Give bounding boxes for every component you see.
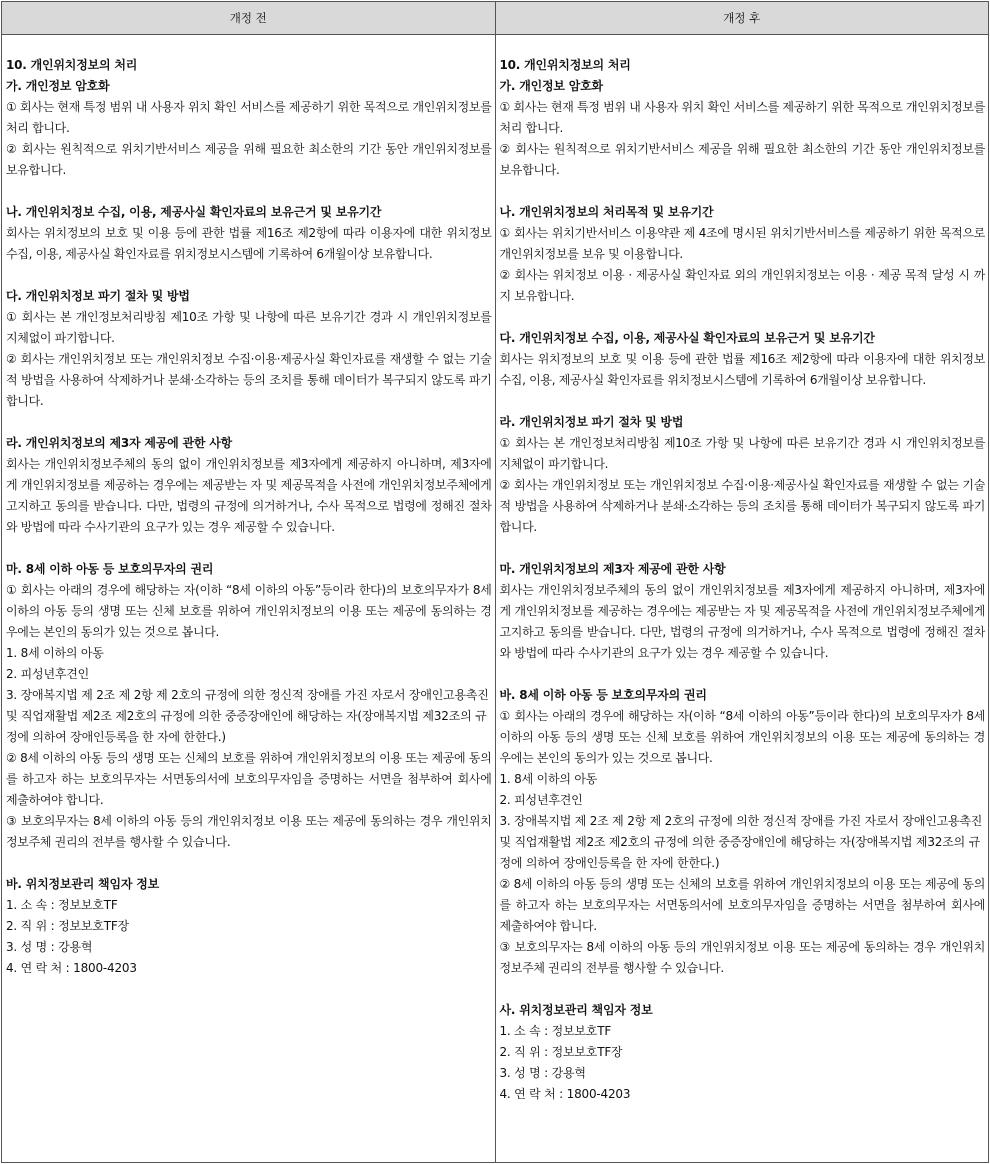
section-heading: 바. 8세 이하 아동 등 보호의무자의 권리 <box>499 688 707 702</box>
before-column-header: 개정 전 <box>2 2 496 35</box>
section-paragraph: ② 회사는 개인위치정보 또는 개인위치정보 수집·이용·제공사실 확인자료를 재생할 수 없는 기술적 방법을 사용하여 삭제하거나 분쇄·소각하는 등의 조치를 통해 데이터가 복구되지 않도록 파기합니다. <box>6 352 492 408</box>
before-column <box>2 35 496 1163</box>
section-paragraph: ① 회사는 현재 특정 범위 내 사용자 위치 확인 서비스를 제공하기 위한 목적으로 개인위치정보를 처리 합니다. <box>6 100 492 135</box>
list-item: 1. 8세 이하의 아동 <box>499 772 598 786</box>
after-column-header: 개정 후 <box>495 2 989 35</box>
section-paragraph: ① 회사는 아래의 경우에 해당하는 자(이하 “8세 이하의 아동”등이라 한다)의 보호의무자가 8세 이하의 아동 등의 생명 또는 신체 보호를 위하여 개인위치정보의 이용 또는 제공에 동의하는 경우에는 본인의 동의가 있는 것으로 봅니다. <box>6 583 492 639</box>
section <box>6 76 492 181</box>
section-heading: 사. 위치정보관리 책임자 정보 <box>499 1003 653 1017</box>
section-paragraph: ① 회사는 아래의 경우에 해당하는 자(이하 “8세 이하의 아동”등이라 한다)의 보호의무자가 8세 이하의 아동 등의 생명 또는 신체 보호를 위하여 개인위치정보의 이용 또는 제공에 동의하는 경우에는 본인의 동의가 있는 것으로 봅니다. <box>499 709 985 765</box>
section <box>500 1000 986 1105</box>
section-paragraph: 회사는 개인위치정보주체의 동의 없이 개인위치정보를 제3자에게 제공하지 아니하며, 제3자에게 개인위치정보를 제공하는 경우에는 제공받는 자 및 제공목적을 사전에 개인위치정보주체에게 고지하고 동의를 받습니다. 다만, 법령의 규정에 의거하거나, 수사 목적으로 법령에 정해진 절차와 방법에 따라 수사기관의 요구가 있는 경우 제공할 수 있습니다. <box>6 457 492 534</box>
section <box>6 202 492 265</box>
section <box>500 202 986 307</box>
list-item: 3. 장애복지법 제 2조 제 2항 제 2호의 규정에 의한 정신적 장애를 가진 자로서 장애인고용촉진 및 직업재활법 제2조 제2호의 규정에 의한 중증장애인에 해당하는 자(장애복지법 제32조의 규정에 의하여 장애인등록을 한 자에 한한다.) <box>499 814 983 870</box>
section <box>6 874 492 979</box>
list-item: 1. 소 속 : 정보보호TF <box>6 898 118 912</box>
list-item: 2. 피성년후견인 <box>6 667 90 681</box>
after-title: 10. 개인위치정보의 처리 <box>499 58 631 72</box>
section-heading: 라. 개인위치정보 파기 절차 및 방법 <box>499 415 684 429</box>
list-item: 1. 8세 이하의 아동 <box>6 646 104 660</box>
section-paragraph: ② 회사는 개인위치정보 또는 개인위치정보 수집·이용·제공사실 확인자료를 재생할 수 없는 기술적 방법을 사용하여 삭제하거나 분쇄·소각하는 등의 조치를 통해 데이터가 복구되지 않도록 파기합니다. <box>499 478 985 534</box>
before-title: 10. 개인위치정보의 처리 <box>6 58 138 72</box>
section <box>500 685 986 979</box>
list-item: 3. 성 명 : 강용혁 <box>499 1066 586 1080</box>
list-item: 3. 장애복지법 제 2조 제 2항 제 2호의 규정에 의한 정신적 장애를 가진 자로서 장애인고용촉진 및 직업재활법 제2조 제2호의 규정에 의한 중증장애인에 해당하는 자(장애복지법 제32조의 규정에 의하여 장애인등록을 한 자에 한한다.) <box>6 688 489 744</box>
section-paragraph: 회사는 위치정보의 보호 및 이용 등에 관한 법률 제16조 제2항에 따라 이용자에 대한 위치정보 수집, 이용, 제공사실 확인자료를 위치정보시스템에 기록하여 6개월이상 보유합니다. <box>499 352 985 387</box>
after-sections <box>500 76 986 1105</box>
section-paragraph: ③ 보호의무자는 8세 이하의 아동 등의 개인위치정보 이용 또는 제공에 동의하는 경우 개인위치정보주체 권리의 전부를 행사할 수 있습니다. <box>499 940 985 975</box>
list-item: 4. 연 락 처 : 1800-4203 <box>6 961 137 975</box>
section-paragraph: 회사는 개인위치정보주체의 동의 없이 개인위치정보를 제3자에게 제공하지 아니하며, 제3자에게 개인위치정보를 제공하는 경우에는 제공받는 자 및 제공목적을 사전에 개인위치정보주체에게 고지하고 동의를 받습니다. 다만, 법령의 규정에 의거하거나, 수사 목적으로 법령에 정해진 절차와 방법에 따라 수사기관의 요구가 있는 경우 제공할 수 있습니다. <box>499 583 985 660</box>
section-paragraph: ② 8세 이하의 아동 등의 생명 또는 신체의 보호를 위하여 개인위치정보의 이용 또는 제공에 동의를 하고자 하는 보호의무자는 서면동의서에 보호의무자임을 증명하는 서면을 첨부하여 회사에 제출하여야 합니다. <box>499 877 985 933</box>
section-paragraph: 회사는 위치정보의 보호 및 이용 등에 관한 법률 제16조 제2항에 따라 이용자에 대한 위치정보 수집, 이용, 제공사실 확인자료를 위치정보시스템에 기록하여 6개월이상 보유합니다. <box>6 226 492 261</box>
section <box>500 76 986 181</box>
content-row <box>2 35 989 1163</box>
section-heading: 나. 개인위치정보의 처리목적 및 보유기간 <box>499 205 714 219</box>
comparison-table <box>1 1 989 1163</box>
section-heading: 마. 개인위치정보의 제3자 제공에 관한 사항 <box>499 562 726 576</box>
section-paragraph: ① 회사는 본 개인정보처리방침 제10조 가항 및 나항에 따른 보유기간 경과 시 개인위치정보를 지체없이 파기합니다. <box>6 310 492 345</box>
section-paragraph: ① 회사는 현재 특정 범위 내 사용자 위치 확인 서비스를 제공하기 위한 목적으로 개인위치정보를 처리 합니다. <box>499 100 985 135</box>
list-item: 1. 소 속 : 정보보호TF <box>499 1024 612 1038</box>
section <box>6 286 492 412</box>
section-heading: 다. 개인위치정보 수집, 이용, 제공사실 확인자료의 보유근거 및 보유기간 <box>499 331 875 345</box>
section-paragraph: ② 회사는 위치정보 이용 · 제공사실 확인자료 외의 개인위치정보는 이용 · 제공 목적 달성 시 까지 보유합니다. <box>499 268 985 303</box>
section <box>500 559 986 664</box>
section-heading: 바. 위치정보관리 책임자 정보 <box>6 877 159 891</box>
header-row <box>2 2 989 35</box>
section-heading: 마. 8세 이하 아동 등 보호의무자의 권리 <box>6 562 214 576</box>
section <box>500 328 986 391</box>
list-item: 4. 연 락 처 : 1800-4203 <box>499 1087 631 1101</box>
section-heading: 라. 개인위치정보의 제3자 제공에 관한 사항 <box>6 436 233 450</box>
section <box>6 559 492 853</box>
list-item: 2. 피성년후견인 <box>499 793 583 807</box>
section <box>6 433 492 538</box>
list-item: 3. 성 명 : 강용혁 <box>6 940 93 954</box>
section-paragraph: ② 회사는 원칙적으로 위치기반서비스 제공을 위해 필요한 최소한의 기간 동안 개인위치정보를 보유합니다. <box>499 142 985 177</box>
after-column <box>495 35 989 1163</box>
section-paragraph: ③ 보호의무자는 8세 이하의 아동 등의 개인위치정보 이용 또는 제공에 동의하는 경우 개인위치정보주체 권리의 전부를 행사할 수 있습니다. <box>6 814 492 849</box>
section-heading: 가. 개인정보 암호화 <box>499 79 603 93</box>
section-paragraph: ② 회사는 원칙적으로 위치기반서비스 제공을 위해 필요한 최소한의 기간 동안 개인위치정보를 보유합니다. <box>6 142 492 177</box>
section-paragraph: ② 8세 이하의 아동 등의 생명 또는 신체의 보호를 위하여 개인위치정보의 이용 또는 제공에 동의를 하고자 하는 보호의무자는 서면동의서에 보호의무자임을 증명하는 서면을 첨부하여 회사에 제출하여야 합니다. <box>6 751 492 807</box>
section-heading: 가. 개인정보 암호화 <box>6 79 110 93</box>
section <box>500 412 986 538</box>
section-heading: 나. 개인위치정보 수집, 이용, 제공사실 확인자료의 보유근거 및 보유기간 <box>6 205 382 219</box>
section-paragraph: ① 회사는 위치기반서비스 이용약관 제 4조에 명시된 위치기반서비스를 제공하기 위한 목적으로 개인위치정보를 보유 및 이용합니다. <box>499 226 985 261</box>
section-heading: 다. 개인위치정보 파기 절차 및 방법 <box>6 289 190 303</box>
before-sections <box>6 76 492 979</box>
list-item: 2. 직 위 : 정보보호TF장 <box>499 1045 623 1059</box>
section-paragraph: ① 회사는 본 개인정보처리방침 제10조 가항 및 나항에 따른 보유기간 경과 시 개인위치정보를 지체없이 파기합니다. <box>499 436 985 471</box>
list-item: 2. 직 위 : 정보보호TF장 <box>6 919 129 933</box>
